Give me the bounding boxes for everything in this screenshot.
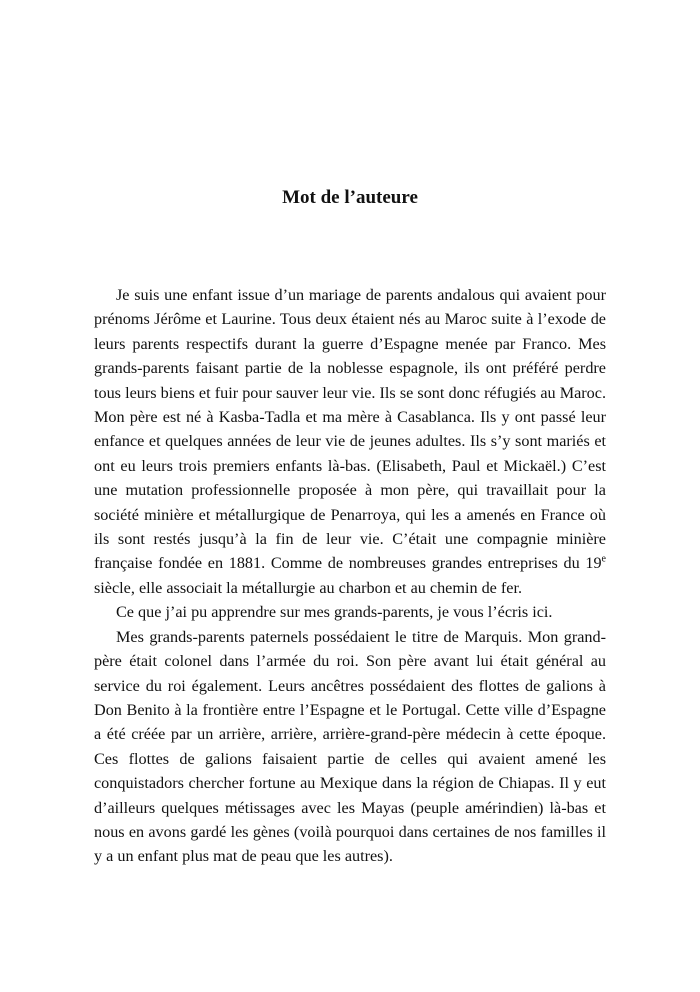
page-title: Mot de l’auteure	[282, 187, 418, 208]
paragraph-1	[94, 283, 606, 600]
paragraph-1-text-end: siècle, elle associait la métallurgie au charbon et au chemin de fer.	[94, 578, 523, 597]
paragraph-2: Ce que j’ai pu apprendre sur mes grands-parents, je vous l’écris ici.	[116, 603, 553, 622]
century-superscript: e	[601, 554, 606, 566]
paragraph-1-text: Je suis une enfant issue d’un mariage de parents andalous qui avaient pour prénoms Jérôme et Laurine. Tous deux étaient nés au Maroc suite à l’exode de leurs parents respectifs durant la guerre d’Espagne menée par Franco. Mes grands-parents faisant partie de la noblesse espagnole, ils ont préféré perdre tous leurs biens et fuir pour sauver leur vie. Ils se sont donc réfugiés au Maroc. Mon père est né à Kasba-Tadla et ma mère à Casablanca. Ils y ont passé leur enfance et quelques années de leur vie de jeunes adultes. Ils s’y sont mariés et ont eu leurs trois premiers enfants là-bas. (Elisabeth, Paul et Mickaël.) C’est une mutation professionnelle proposée à mon père, qui travaillait pour la société minière et métallurgique de Penarroya, qui les a amenés en France où ils sont restés jusqu’à la fin de leur vie. C’était une compagnie minière française fondée en 1881. Comme de nombreuses grandes entreprises du 19	[94, 286, 606, 573]
paragraph-3: Mes grands-parents paternels possédaient le titre de Marquis. Mon grand-père était colonel dans l’armée du roi. Son père avant lui était général au service du roi également. Leurs ancêtres possédaient des flottes de galions à Don Benito à la frontière entre l’Espagne et le Portugal. Cette ville d’Espagne a été créée par un arrière, arrière, arrière-grand-père médecin à cette époque. Ces flottes de galions faisaient partie de celles qui avaient amené les conquistadors chercher fortune au Mexique dans la région de Chiapas. Il y eut d’ailleurs quelques métissages avec les Mayas (peuple amérindien) là-bas et nous en avons gardé les gènes (voilà pourquoi dans certaines de nos familles il y a un enfant plus mat de peau que les autres).	[94, 627, 606, 866]
page-body	[94, 283, 606, 869]
